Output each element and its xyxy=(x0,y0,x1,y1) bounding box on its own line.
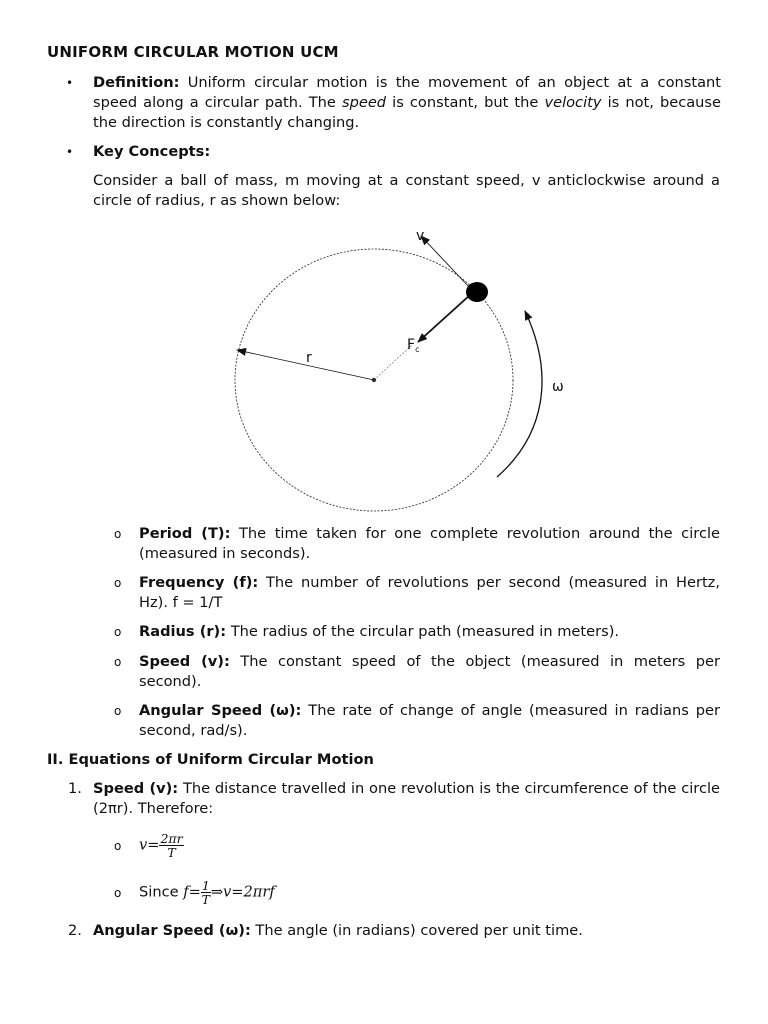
label-r: r xyxy=(306,350,312,366)
item-label: Speed (v): xyxy=(93,780,179,797)
bullet-dot-icon: • xyxy=(66,76,74,90)
eq1-fraction xyxy=(159,832,183,859)
circle-bullet-icon: o xyxy=(114,576,122,590)
bullet-dot-icon: • xyxy=(66,145,74,159)
key-concepts-label: Key Concepts: xyxy=(93,143,211,160)
eq1-denominator: T xyxy=(167,845,176,860)
circle-bullet-icon: o xyxy=(114,886,122,900)
equation-frequency xyxy=(114,879,720,906)
eq2-fraction xyxy=(201,879,211,906)
item-label: Angular Speed (ω): xyxy=(93,922,251,939)
concept-label: Angular Speed (ω): xyxy=(139,702,302,719)
item-number: 1. xyxy=(68,780,82,797)
concept-text: The number of revolutions per second (measured in Hertz, Hz). f = 1/T xyxy=(139,574,720,611)
definition-emphasis-velocity: velocity xyxy=(544,94,602,111)
label-fc-main: F xyxy=(407,337,416,353)
concept-text: The constant speed of the object (measured in meters per second). xyxy=(139,653,721,690)
key-concepts-paragraph: Consider a ball of mass, m moving at a constant speed, v anticlockwise around a circle of radius, r as shown below: xyxy=(93,172,720,209)
definition-part-2: is constant, but the xyxy=(386,94,545,111)
definition-part-1: Uniform circular motion is the movement of an object at a constant speed along a circular path. The xyxy=(93,74,721,111)
concept-label: Speed (v): xyxy=(139,653,230,670)
eq1-lhs: v= xyxy=(139,836,160,854)
item-text: The angle (in radians) covered per unit time. xyxy=(250,922,583,939)
label-fc-sub: c xyxy=(415,345,420,354)
definition-text xyxy=(93,73,721,133)
concept-item-angular-speed xyxy=(114,701,720,741)
centripetal-force-arrow xyxy=(418,295,470,342)
definition-emphasis-speed: speed xyxy=(341,94,387,111)
definition-label: Definition: xyxy=(93,74,180,91)
key-concepts-bullet xyxy=(66,142,721,162)
page-title: UNIFORM CIRCULAR MOTION UCM xyxy=(47,43,339,61)
label-fc xyxy=(407,337,419,354)
eq2-denominator: T xyxy=(201,892,210,907)
concept-label: Radius (r): xyxy=(139,623,227,640)
item-text: The distance travelled in one revolution is the circumference of the circle (2πr). Therefore: xyxy=(93,780,721,817)
label-omega: ω xyxy=(552,379,564,395)
item-number: 2. xyxy=(68,922,82,939)
concept-item-period xyxy=(114,524,720,564)
angular-direction-arrow xyxy=(497,311,542,477)
equation-speed xyxy=(114,832,720,859)
circle-bullet-icon: o xyxy=(114,655,122,669)
concept-label: Frequency (f): xyxy=(139,574,259,591)
circle-bullet-icon: o xyxy=(114,704,122,718)
concept-item-frequency xyxy=(114,573,720,613)
concept-item-speed xyxy=(114,652,720,692)
concept-item-radius xyxy=(114,622,720,642)
concept-text: The radius of the circular path (measured in meters). xyxy=(226,623,620,640)
eq1-numerator: 2πr xyxy=(160,831,183,846)
circular-motion-diagram xyxy=(0,220,768,520)
definition-part-3: is not, because the direction is constantly changing. xyxy=(93,94,721,131)
section-heading: II. Equations of Uniform Circular Motion xyxy=(47,751,374,768)
concept-label: Period (T): xyxy=(139,525,231,542)
circle-bullet-icon: o xyxy=(114,839,122,853)
ball xyxy=(466,282,488,302)
circle-bullet-icon: o xyxy=(114,527,122,541)
velocity-arrow xyxy=(421,236,470,288)
circle-bullet-icon: o xyxy=(114,625,122,639)
equation-item-speed xyxy=(68,779,720,819)
eq2-numerator: 1 xyxy=(201,878,210,893)
definition-bullet xyxy=(66,73,721,133)
eq2-lhs: f= xyxy=(183,883,201,901)
label-v: v xyxy=(416,228,425,244)
equation-item-angular-speed xyxy=(68,921,720,941)
concept-text: The time taken for one complete revolution around the circle (measured in seconds). xyxy=(139,525,721,562)
eq2-rhs: ⇒v=2πrf xyxy=(210,883,275,901)
eq2-prefix: Since xyxy=(139,883,184,901)
concept-text: The rate of change of angle (measured in radians per second, rad/s). xyxy=(139,702,720,739)
